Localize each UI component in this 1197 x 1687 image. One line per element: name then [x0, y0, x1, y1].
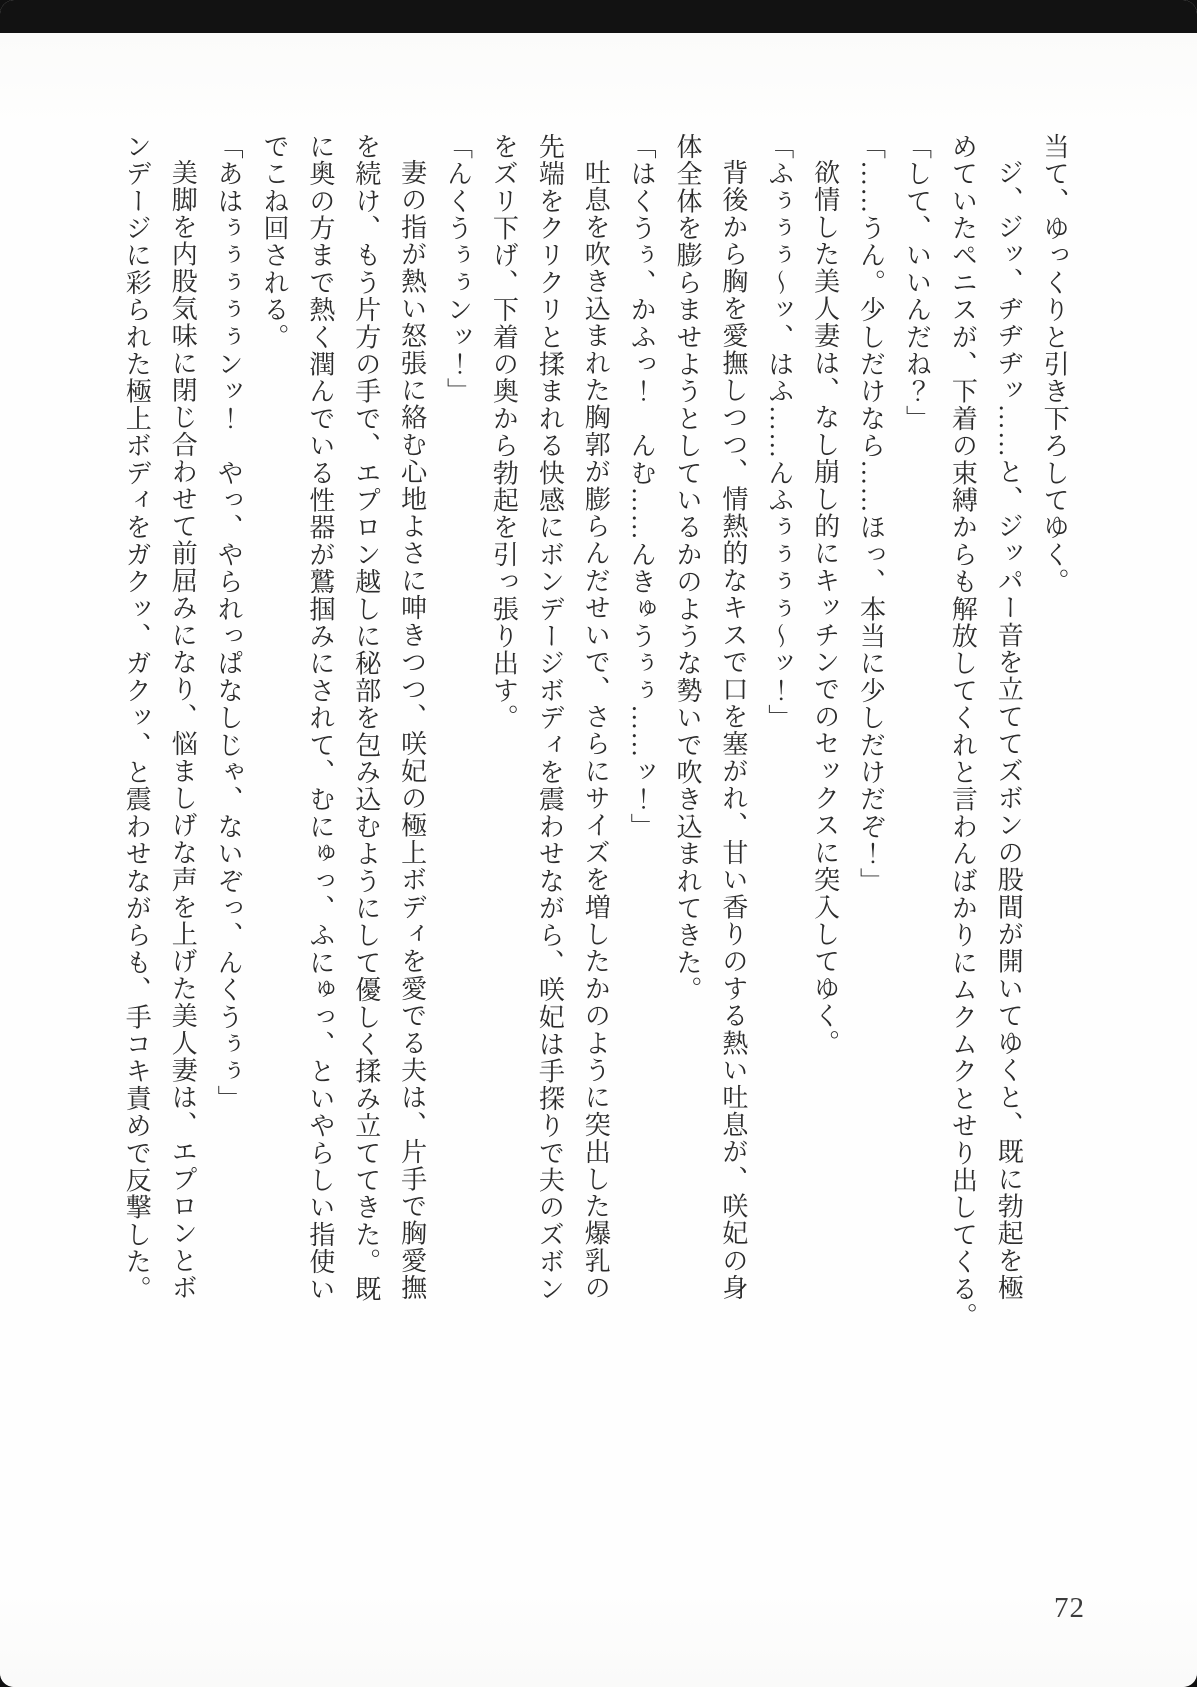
text-column-8: 背後から胸を愛撫しつつ、情熱的なキスで口を塞がれ、甘い香りのする熱い吐息が、咲妃の身	[718, 159, 748, 1302]
text-column-1: 当て、ゆっくりと引き下ろしてゆく。	[1040, 133, 1070, 596]
top-black-bar	[0, 0, 1197, 33]
text-column-13: をズリ下げ、下着の奥から勃起を引っ張り出す。	[489, 133, 519, 732]
text-column-9: 体全体を膨らませようとしているかのような勢いで吹き込まれてきた。	[672, 133, 702, 1004]
text-column-20: 美脚を内股気味に閉じ合わせて前屈みになり、悩ましげな声を上げた美人妻は、エプロンとボ	[168, 159, 198, 1302]
text-column-10: 「はくうぅ、かふっ！ んむ……んきゅうぅぅ……ッ！」	[627, 133, 657, 841]
text-column-14: 「んくうぅぅンッ！」	[443, 133, 473, 405]
text-column-5: 「……うん。少しだけなら……ほっ、本当に少しだけだぞ！」	[856, 133, 886, 895]
vertical-text-block	[122, 133, 1082, 1330]
text-column-19: 「あはぅぅぅぅぅンッ！ やっ、やられっぱなしじゃ、ないぞっ、んくうぅぅ」	[214, 133, 244, 1113]
text-column-2: ジ、ジッ、ヂヂヂッ……と、ジッパー音を立ててズボンの股間が開いてゆくと、既に勃起を極	[994, 159, 1024, 1302]
text-column-11: 吐息を吹き込まれた胸郭が膨らんだせいで、さらにサイズを増したかのように突出した爆乳の	[581, 159, 611, 1302]
text-column-21: ンデージに彩られた極上ボディをガクッ、ガクッ、と震わせながらも、手コキ責めで反撃した。	[122, 133, 152, 1303]
text-column-4: 「して、いいんだね？」	[902, 133, 932, 433]
page-paper	[0, 33, 1197, 1687]
text-column-18: でこね回される。	[259, 133, 289, 351]
text-column-3: めていたペニスが、下着の束縛からも解放してくれと言わんばかりにムクムクとせり出してくる。	[948, 133, 978, 1330]
text-column-7: 「ふぅぅぅ〜ッ、はふ……んふぅぅぅぅ〜ッ！」	[764, 133, 794, 732]
text-column-12: 先端をクリクリと揉まれる快感にボンデージボディを震わせながら、咲妃は手探りで夫のズボン	[535, 133, 565, 1303]
text-column-6: 欲情した美人妻は、なし崩し的にキッチンでのセックスに突入してゆく。	[810, 159, 840, 1057]
page-number: 72	[1054, 1592, 1085, 1624]
text-column-17: に奥の方まで熱く潤んでいる性器が鷲掴みにされて、むにゅっ、ふにゅっ、といやらしい指使い	[305, 133, 335, 1303]
text-column-16: を続け、もう片方の手で、エプロン越しに秘部を包み込むようにして優しく揉み立ててきた。既	[351, 133, 381, 1303]
text-column-15: 妻の指が熱い怒張に絡む心地よさに呻きつつ、咲妃の極上ボディを愛でる夫は、片手で胸愛撫	[397, 159, 427, 1302]
